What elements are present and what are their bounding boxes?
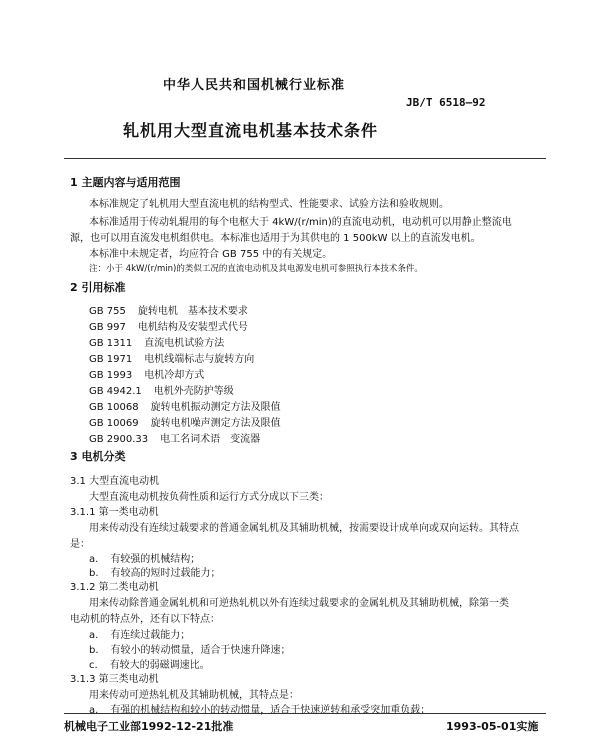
clause-3-1-3-text: 用来传动可逆热轧机及其辅助机械，其特点是：	[89, 690, 299, 701]
reference-code: GB 1993	[89, 370, 133, 381]
section-1-paragraph-1: 本标准规定了轧机用大型直流电机的结构型式、性能要求、试验方法和验收规则。	[89, 199, 449, 210]
reference-item	[89, 382, 234, 397]
reference-item	[89, 302, 248, 317]
clause-3-1-text: 大型直流电动机按负荷性质和运行方式分成以下三类：	[89, 492, 329, 503]
clause-3-1-heading: 3.1 大型直流电动机	[70, 476, 160, 487]
reference-code: GB 1971	[89, 354, 133, 365]
reference-title: 电机外壳防护等级	[153, 386, 234, 397]
section-1-paragraph-3: 本标准中未规定者，均应符合 GB 755 中的有关规定。	[89, 249, 333, 260]
list-text: 有较小的转动惯量，适合于快速升降速；	[110, 645, 291, 656]
section-1-heading: 1 主题内容与适用范围	[70, 176, 181, 189]
reference-item	[89, 430, 260, 445]
list-marker: a.	[89, 705, 99, 716]
reference-title: 旋转电机噪声测定方法及限值	[150, 418, 281, 429]
section-1-paragraph-2-line-2: 源，也可以用直流发电机组供电。本标准也适用于为其供电的 1 500kW 以上的直流发电机。	[70, 233, 481, 244]
list-marker: b.	[89, 645, 99, 656]
reference-item	[89, 366, 204, 381]
clause-3-1-2-text-line-2: 电动机的特点外，还有以下特点：	[70, 614, 220, 625]
clause-3-1-1-text-line-1: 用来传动没有连续过载要求的普通金属轧机及其辅助机械，按需要设计成单向或双向运转。其特点	[89, 523, 519, 534]
reference-code: GB 10068	[89, 402, 139, 413]
document-title: 轧机用大型直流电机基本技术条件	[123, 121, 379, 140]
footer-divider	[64, 713, 546, 714]
list-item	[89, 564, 221, 579]
reference-code: GB 755	[89, 306, 126, 317]
list-text: 有连续过载能力；	[110, 630, 191, 641]
reference-item	[89, 398, 281, 413]
section-3-heading: 3 电机分类	[70, 450, 126, 463]
clause-3-1-1-text-line-2: 是：	[70, 539, 90, 550]
reference-item	[89, 414, 281, 429]
clause-3-1-1-heading: 3.1.1 第一类电动机	[70, 507, 159, 518]
reference-item	[89, 350, 254, 365]
effective-date: 1993-05-01实施	[446, 720, 539, 733]
reference-code: GB 10069	[89, 418, 139, 429]
reference-item	[89, 334, 224, 349]
list-item	[89, 641, 291, 656]
reference-title: 旋转电机振动测定方法及限值	[150, 402, 281, 413]
clause-3-1-3-heading: 3.1.3 第三类电动机	[70, 674, 159, 685]
approval-info: 机械电子工业部1992-12-21批准	[64, 720, 234, 733]
reference-title: 旋转电机 基本技术要求	[137, 306, 248, 317]
reference-code: GB 1311	[89, 338, 133, 349]
reference-title: 电机冷却方式	[144, 370, 205, 381]
list-text: 有较大的弱磁调速比。	[109, 660, 210, 671]
list-item	[89, 550, 200, 565]
header-divider	[64, 158, 546, 159]
list-marker: b.	[89, 568, 99, 579]
clause-3-1-2-heading: 3.1.2 第二类电动机	[70, 582, 159, 593]
reference-title: 电工名词术语 变流器	[160, 434, 261, 445]
list-marker: a.	[89, 554, 99, 565]
list-marker: a.	[89, 630, 99, 641]
reference-code: GB 2900.33	[89, 434, 149, 445]
reference-title: 电机结构及安装型式代号	[137, 322, 248, 333]
issuing-body: 中华人民共和国机械行业标准	[163, 78, 346, 93]
section-1-note: 注：小于 4kW/(r/min)的类似工况的直流电动机及其电源发电机可参照执行本技术条件。	[89, 264, 423, 274]
clause-3-1-2-text-line-1: 用来传动除普通金属轧机和可逆热轧机以外有连续过载要求的金属轧机及其辅助机械，除第一类	[89, 598, 509, 609]
section-1-paragraph-2-line-1: 本标准适用于传动轧辊用的每个电枢大于 4kW/(r/min)的直流电动机，电动机可以用静止整流电	[89, 217, 512, 228]
list-item	[89, 656, 210, 671]
reference-item	[89, 318, 248, 333]
standard-number: JB/T 6518—92	[406, 96, 486, 109]
list-item	[89, 626, 190, 641]
reference-code: GB 4942.1	[89, 386, 142, 397]
reference-title: 直流电机试验方法	[144, 338, 225, 349]
reference-code: GB 997	[89, 322, 126, 333]
reference-title: 电机线端标志与旋转方向	[144, 354, 255, 365]
list-marker: c.	[89, 660, 98, 671]
list-text: 有较强的机械结构；	[110, 554, 201, 565]
list-text: 有强的机械结构和较小的转动惯量，适合于快速逆转和承受突加重负载；	[110, 705, 431, 716]
section-2-heading: 2 引用标准	[70, 281, 126, 294]
list-text: 有较高的短时过载能力；	[110, 568, 221, 579]
